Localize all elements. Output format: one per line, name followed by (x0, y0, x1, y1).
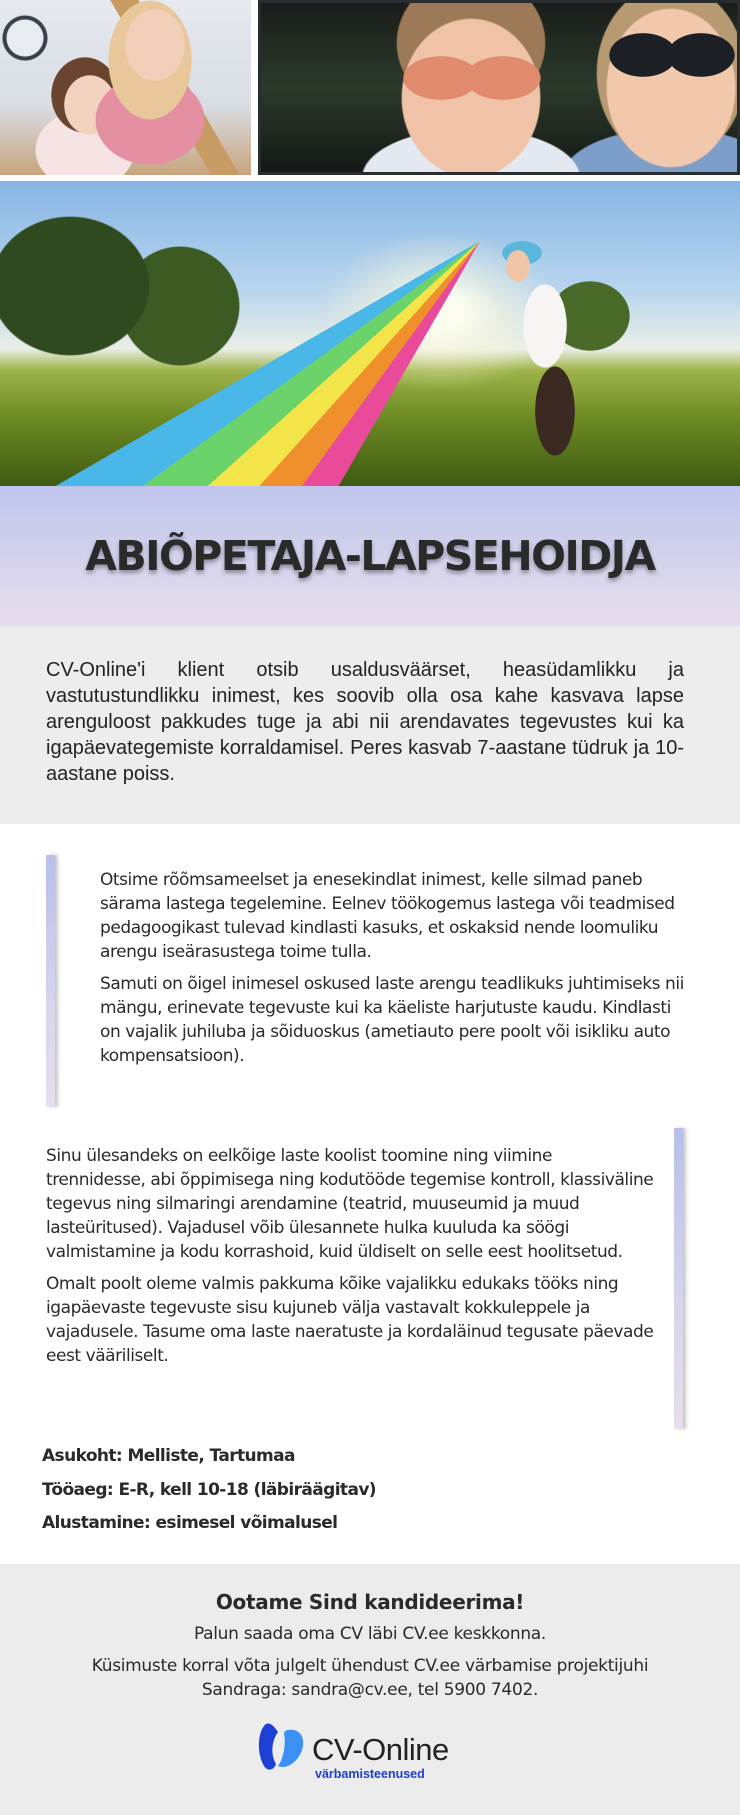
cv-online-logo-icon (256, 1722, 308, 1774)
intro-text: CV-Online'i klient otsib usaldusväärset, heasüdamlikku ja vastutustundlikku inimest, kes soovib olla osa kahe kasvava lapse arenguloost pakkudes tuge ja abi nii arendavates tegevustes kui ka igapäevategemiste korraldamisel. Peres kasvab 7-aastane tüdruk ja 10-aastane poiss. (46, 659, 684, 785)
footer (0, 1564, 740, 1815)
intro-section (0, 626, 740, 824)
job-details (42, 1443, 376, 1544)
detail-start-date: Alustamine: esimesel võimalusel (42, 1513, 338, 1533)
requirements-block (100, 868, 690, 1068)
detail-working-hours: Tööaeg: E-R, kell 10-18 (läbiräägitav) (42, 1479, 376, 1500)
duties-paragraph: Sinu ülesandeks on eelkõige laste koolist toomine ning viimine trennidesse, abi õppimisega ning kodutööde tegemise kontroll, klassiväline tegevus ning silmaringi arendamine (teatrid, muuseumid ja muud lasteüritused). Vajadusel võib ülesannete hulka kuuluda ka söögi valmistamine ja kodu korrashoid, kuid üldiselt on selle eest hoolitsetud. (46, 1146, 654, 1262)
logo-subtitle: värbamisteenused (315, 1767, 425, 1781)
accent-bar-right (674, 1128, 683, 1429)
detail-location: Asukoht: Melliste, Tartumaa (42, 1446, 295, 1466)
accent-bar-left (46, 855, 55, 1107)
duties-block (46, 1144, 656, 1368)
photo-boy-running-with-kite (0, 181, 740, 486)
contact-info: Küsimuste korral võta julgelt ühendust CV.ee värbamise projektijuhi Sandraga: sandra@cv.ee, tel 5900 7402. (91, 1656, 649, 1700)
call-to-action: Ootame Sind kandideerima! (215, 1590, 525, 1614)
photo-kids-sunglasses (258, 0, 740, 175)
requirements-paragraph: Samuti on õigel inimesel oskused laste arengu teadlikuks juhtimiseks nii mängu, erinevate tegevuste kui ka käeliste harjutuste kaudu. Kindlasti on vajalik juhiluba ja sõiduoskus (ametiauto pere poolt või isikliku auto kompensatsioon). (100, 974, 684, 1066)
logo-wordmark: CV-Online (312, 1732, 449, 1767)
title-band (0, 486, 740, 626)
requirements-paragraph: Otsime rõõmsameelset ja enesekindlat inimest, kelle silmad paneb särama lastega tegelemine. Eelnev töökogemus lastega või teadmised pedagoogikast tulevad kindlasti kasuks, et oskaksid nende loomuliku arengu iseärasustega toime tulla. (100, 870, 675, 962)
photo-mother-daughter-abacus (0, 0, 251, 175)
cv-online-logo[interactable] (256, 1722, 476, 1784)
duties-paragraph: Omalt poolt oleme valmis pakkuma kõike vajalikku edukaks tööks ning igapäevaste tegevuste sisu kujuneb välja vastavalt kokkuleppele ja vajadusele. Tasume oma laste naeratuste ja kordaläinud tegusate päevade eest vääriliselt. (46, 1274, 654, 1366)
apply-instructions: Palun saada oma CV läbi CV.ee keskkonna. (193, 1624, 547, 1644)
page-title: ABIÕPETAJA-LAPSEHOIDJA (85, 532, 655, 580)
